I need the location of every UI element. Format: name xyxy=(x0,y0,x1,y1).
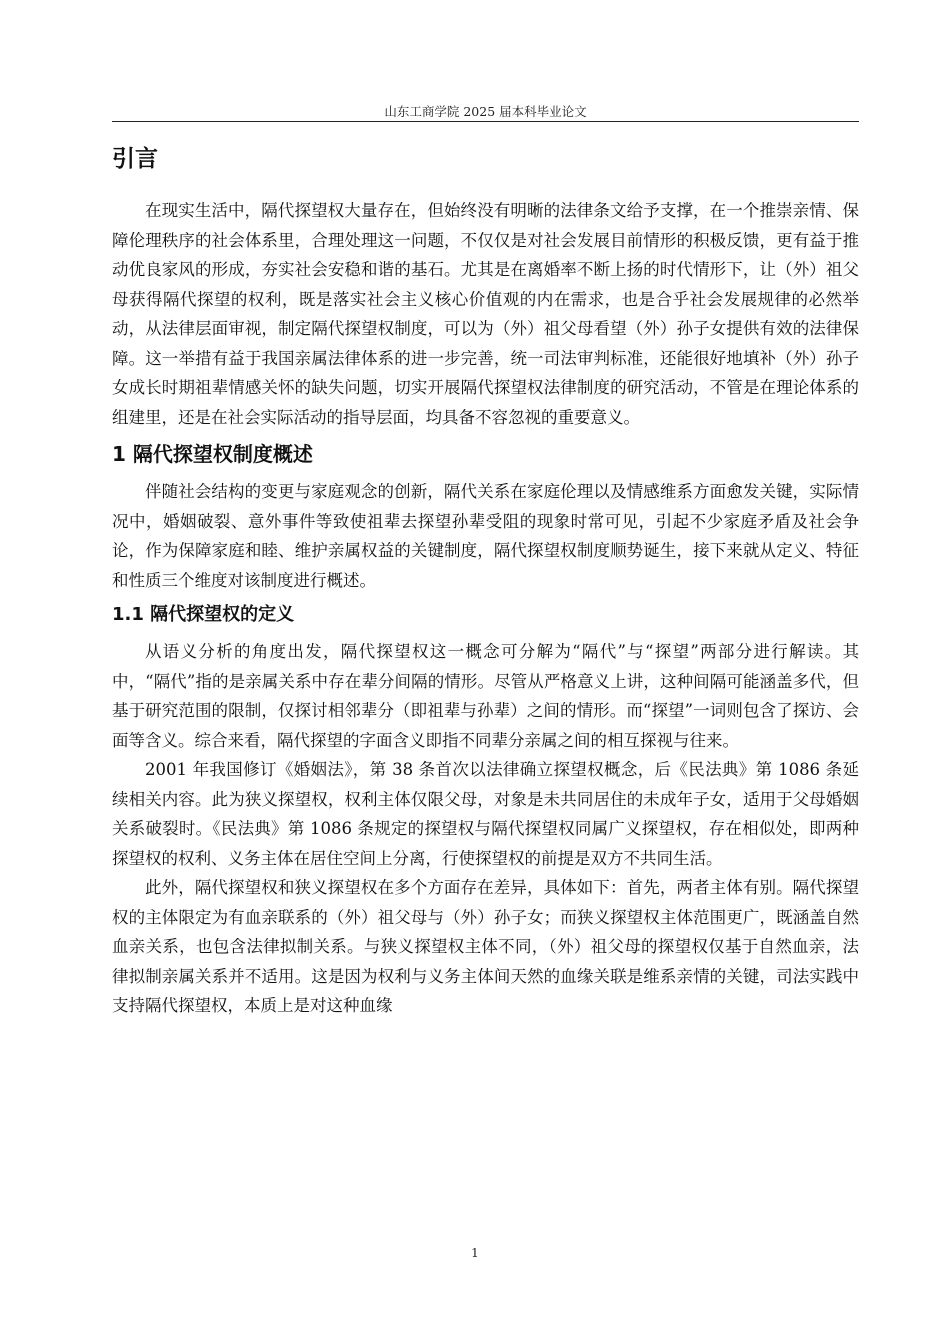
section-1-heading: 1 隔代探望权制度概述 xyxy=(112,442,313,466)
page-number: 1 xyxy=(471,1246,479,1260)
header-divider xyxy=(112,121,859,122)
intro-paragraph: 在现实生活中，隔代探望权大量存在，但始终没有明晰的法律条文给予支撑，在一个推崇亲情、保障伦理秩序的社会体系里，合理处理这一问题，不仅仅是对社会发展目前情形的积极反馈，更有益于推动优良家风的形成，夯实社会安稳和谐的基石。尤其是在离婚率不断上扬的时代情形下，让（外）祖父母获得隔代探望的权利，既是落实社会主义核心价值观的内在需求，也是合乎社会发展规律的必然举动，从法律层面审视，制定隔代探望权制度，可以为（外）祖父母看望（外）孙子女提供有效的法律保障。这一举措有益于我国亲属法律体系的进一步完善，统一司法审判标准，还能很好地填补（外）孙子女成长时期祖辈情感关怀的缺失问题，切实开展隔代探望权法律制度的研究活动，不管是在理论体系的组建里，还是在社会实际活动的指导层面，均具备不容忽视的重要意义。 xyxy=(112,201,859,427)
section-1-1-paragraph-2: 2001 年我国修订《婚姻法》，第 38 条首次以法律确立探望权概念，后《民法典》第 1086 条延续相关内容。此为狭义探望权，权利主体仅限父母，对象是未共同居住的未成年子女，适用于父母婚姻关系破裂时。《民法典》第 1086 条规定的探望权与隔代探望权同属广义探望权，存在相似处，即两种探望权的权利、义务主体在居住空间上分离，行使探望权的前提是双方不共同生活。 xyxy=(112,760,859,868)
document-body xyxy=(112,138,859,1021)
section-1-1-paragraph-1: 从语义分析的角度出发，隔代探望权这一概念可分解为“隔代”与“探望”两部分进行解读。其中，“隔代”指的是亲属关系中存在辈分间隔的情形。尽管从严格意义上讲，这种间隔可能涵盖多代，但基于研究范围的限制，仅探讨相邻辈分（即祖辈与孙辈）之间的情形。而“探望”一词则包含了探访、会面等含义。综合来看，隔代探望的字面含义即指不同辈分亲属之间的相互探视与往来。 xyxy=(112,642,859,750)
page-header: 山东工商学院 2025 届本科毕业论文 xyxy=(384,104,587,119)
section-1-1-paragraph-3: 此外，隔代探望权和狭义探望权在多个方面存在差异，具体如下：首先，两者主体有别。隔代探望权的主体限定为有血亲联系的（外）祖父母与（外）孙子女；而狭义探望权主体范围更广，既涵盖自然血亲关系，也包含法律拟制关系。与狭义探望权主体不同，（外）祖父母的探望权仅基于自然血亲，法律拟制亲属关系并不适用。这是因为权利与义务主体间天然的血缘关联是维系亲情的关键，司法实践中支持隔代探望权，本质上是对这种血缘 xyxy=(112,878,859,1015)
section-1-1-heading: 1.1 隔代探望权的定义 xyxy=(112,604,295,625)
section-1-paragraph: 伴随社会结构的变更与家庭观念的创新，隔代关系在家庭伦理以及情感维系方面愈发关键，实际情况中，婚姻破裂、意外事件等致使祖辈去探望孙辈受阻的现象时常可见，引起不少家庭矛盾及社会争论，作为保障家庭和睦、维护亲属权益的关键制度，隔代探望权制度顺势诞生，接下来就从定义、特征和性质三个维度对该制度进行概述。 xyxy=(112,482,859,590)
intro-heading: 引言 xyxy=(112,146,158,172)
